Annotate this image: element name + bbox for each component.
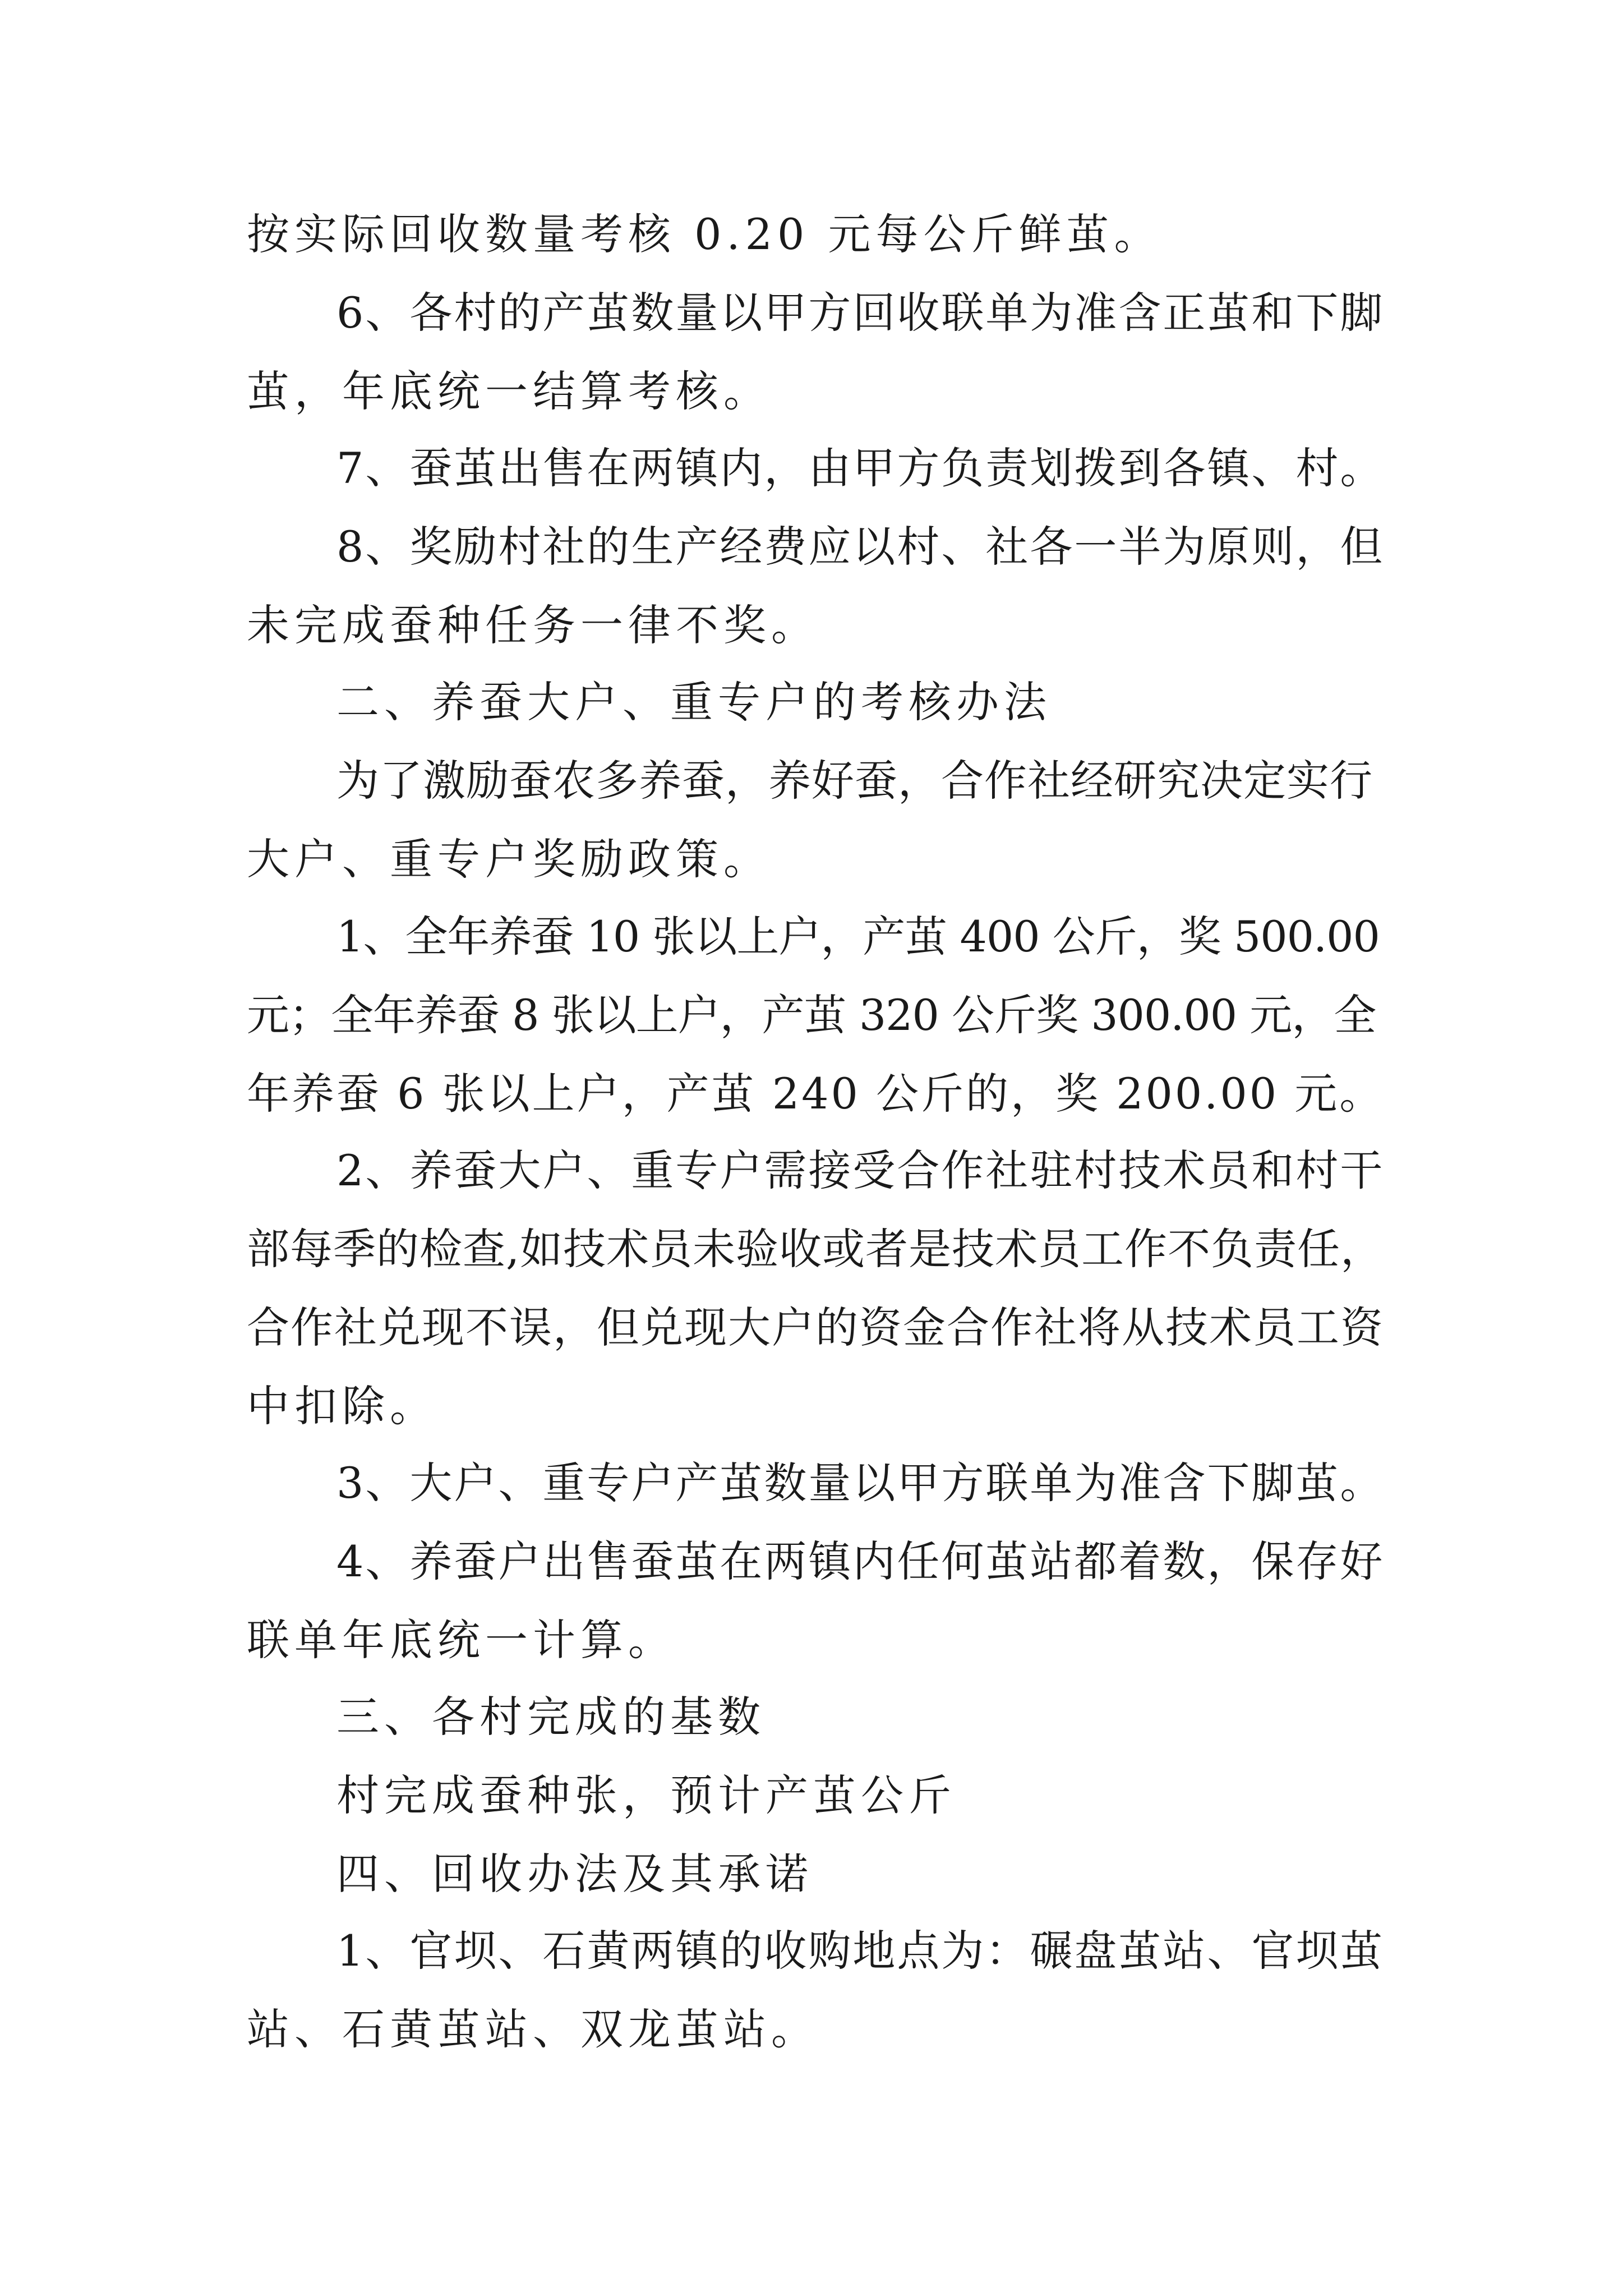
text-line: 元；全年养蚕 8 张以上户，产茧 320 公斤奖 300.00 元，全 bbox=[247, 990, 1376, 1040]
text-line: 村完成蚕种张，预计产茧公斤 bbox=[336, 1770, 956, 1820]
section-heading: 二、养蚕大户、重专户的考核办法 bbox=[336, 677, 1052, 727]
section-heading: 四、回收办法及其承诺 bbox=[336, 1849, 813, 1899]
text-line: 4、养蚕户出售蚕茧在两镇内任何茧站都着数，保存好 bbox=[336, 1536, 1385, 1586]
text-line: 茧，年底统一结算考核。 bbox=[247, 366, 771, 416]
text-line: 年养蚕 6 张以上户，产茧 240 公斤的，奖 200.00 元。 bbox=[247, 1069, 1385, 1119]
text-line: 站、石黄茧站、双龙茧站。 bbox=[247, 2004, 819, 2054]
text-line: 联单年底统一计算。 bbox=[247, 1615, 676, 1665]
text-line: 8、奖励村社的生产经费应以村、社各一半为原则，但 bbox=[336, 522, 1385, 572]
text-line: 1、全年养蚕 10 张以上户，产茧 400 公斤，奖 500.00 bbox=[336, 912, 1380, 961]
text-line: 为了激励蚕农多养蚕，养好蚕，合作社经研究决定实行 bbox=[336, 756, 1373, 806]
text-line: 大户、重专户奖励政策。 bbox=[247, 834, 771, 884]
text-line: 部每季的检查,如技术员未验收或者是技术员工作不负责任， bbox=[247, 1224, 1384, 1274]
text-line: 中扣除。 bbox=[247, 1381, 437, 1431]
text-line: 3、大户、重专户产茧数量以甲方联单为准含下脚茧。 bbox=[336, 1458, 1385, 1508]
text-line: 未完成蚕种任务一律不奖。 bbox=[247, 600, 819, 650]
text-line: 2、养蚕大户、重专户需接受合作社驻村技术员和村干 bbox=[336, 1145, 1385, 1195]
text-line: 6、各村的产茧数量以甲方回收联单为准含正茧和下脚 bbox=[336, 288, 1385, 338]
text-line: 1、官坝、石黄两镇的收购地点为：碾盘茧站、官坝茧 bbox=[336, 1926, 1385, 1976]
section-heading: 三、各村完成的基数 bbox=[336, 1692, 766, 1742]
text-line: 合作社兑现不误，但兑现大户的资金合作社将从技术员工资 bbox=[247, 1303, 1384, 1352]
text-line: 7、蚕茧出售在两镇内，由甲方负责划拨到各镇、村。 bbox=[336, 443, 1385, 493]
text-line: 按实际回收数量考核 0.20 元每公斤鲜茧。 bbox=[247, 209, 1162, 259]
